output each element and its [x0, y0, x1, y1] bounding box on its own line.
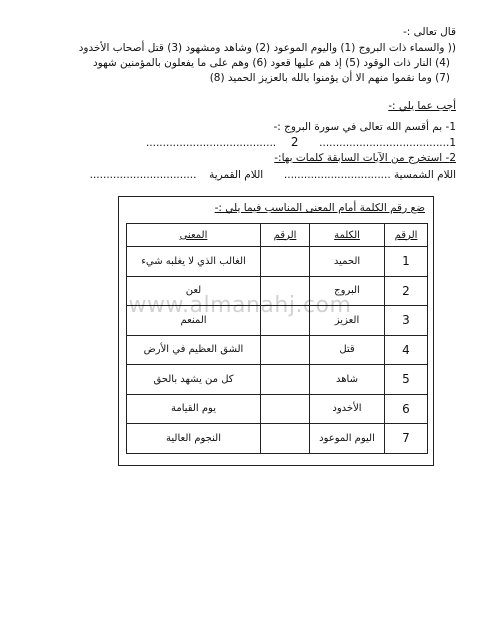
question-1: 1- بم أقسم الله تعالى في سورة البروج :-	[273, 121, 456, 133]
row-word: البروج	[310, 276, 385, 306]
row-meaning: المنعم	[127, 306, 261, 336]
header-answer-number: الرقم	[261, 224, 310, 247]
verse-line-3: (7) وما نقموا منهم الا أن يؤمنوا بالله بالعزيز الحميد (8)	[209, 72, 450, 84]
matching-table	[126, 223, 428, 454]
row-meaning: الغالب الذي لا يغلبه شيء	[127, 247, 261, 277]
table-row	[127, 365, 428, 395]
row-number: 5	[385, 365, 428, 395]
header-word: الكلمة	[310, 224, 385, 247]
row-word: اليوم الموعود	[310, 424, 385, 454]
row-word: شاهد	[310, 365, 385, 395]
answer-heading: أجب عما يلي :-	[388, 100, 456, 112]
qamari-blank[interactable]: ................................	[89, 169, 197, 181]
header-meaning: المعنى	[127, 224, 261, 247]
q2-answer-row	[90, 169, 456, 182]
row-word: قتل	[310, 335, 385, 365]
table-row	[127, 247, 428, 277]
row-answer-cell[interactable]	[261, 247, 310, 277]
row-number: 6	[385, 394, 428, 424]
verse-line-1: (( والسماء ذات البروج (1) واليوم الموعود (2) وشاهد ومشهود (3) قتل أصحاب الأخدود	[78, 42, 456, 54]
row-answer-cell[interactable]	[261, 424, 310, 454]
table-row	[127, 335, 428, 365]
question-2: 2- استخرج من الآيات السابقة كلمات بها:-	[274, 152, 456, 164]
row-number: 1	[385, 247, 428, 277]
row-meaning: كل من يشهد بالحق	[127, 365, 261, 395]
intro-line: قال تعالى :-	[403, 26, 456, 38]
shamsi-label: اللام الشمسية	[394, 169, 456, 181]
verse-line-2: (4) النار ذات الوقود (5) إذ هم عليها قعود (6) وهم على ما يفعلون بالمؤمنين شهود	[92, 57, 450, 69]
table-row	[127, 394, 428, 424]
shamsi-blank[interactable]: ................................	[283, 169, 391, 181]
watermark-text: www.almanahj.com	[128, 293, 352, 318]
row-answer-cell[interactable]	[261, 394, 310, 424]
row-meaning: يوم القيامة	[127, 394, 261, 424]
row-word: العزيز	[310, 306, 385, 336]
row-meaning: النجوم العالية	[127, 424, 261, 454]
row-answer-cell[interactable]	[261, 335, 310, 365]
table-header-row	[127, 224, 428, 247]
row-answer-cell[interactable]	[261, 365, 310, 395]
row-meaning: الشق العظيم في الأرض	[127, 335, 261, 365]
row-number: 7	[385, 424, 428, 454]
matching-title: ضع رقم الكلمة أمام المعنى المناسب فيما يلي :-	[214, 202, 425, 214]
row-word: الحميد	[310, 247, 385, 277]
row-number: 3	[385, 306, 428, 336]
row-number: 4	[385, 335, 428, 365]
row-number: 2	[385, 276, 428, 306]
row-meaning: لعن	[127, 276, 261, 306]
q1-blank-1[interactable]: 1.......................................	[319, 137, 456, 149]
q1-answer-row	[146, 136, 456, 150]
table-row	[127, 424, 428, 454]
matching-exercise-box	[118, 196, 434, 466]
q1-number-2: 2	[290, 135, 299, 149]
header-number: الرقم	[385, 224, 428, 247]
q1-blank-2[interactable]: .......................................	[145, 137, 277, 149]
qamari-label: اللام القمرية	[209, 169, 264, 181]
row-word: الأخدود	[310, 394, 385, 424]
